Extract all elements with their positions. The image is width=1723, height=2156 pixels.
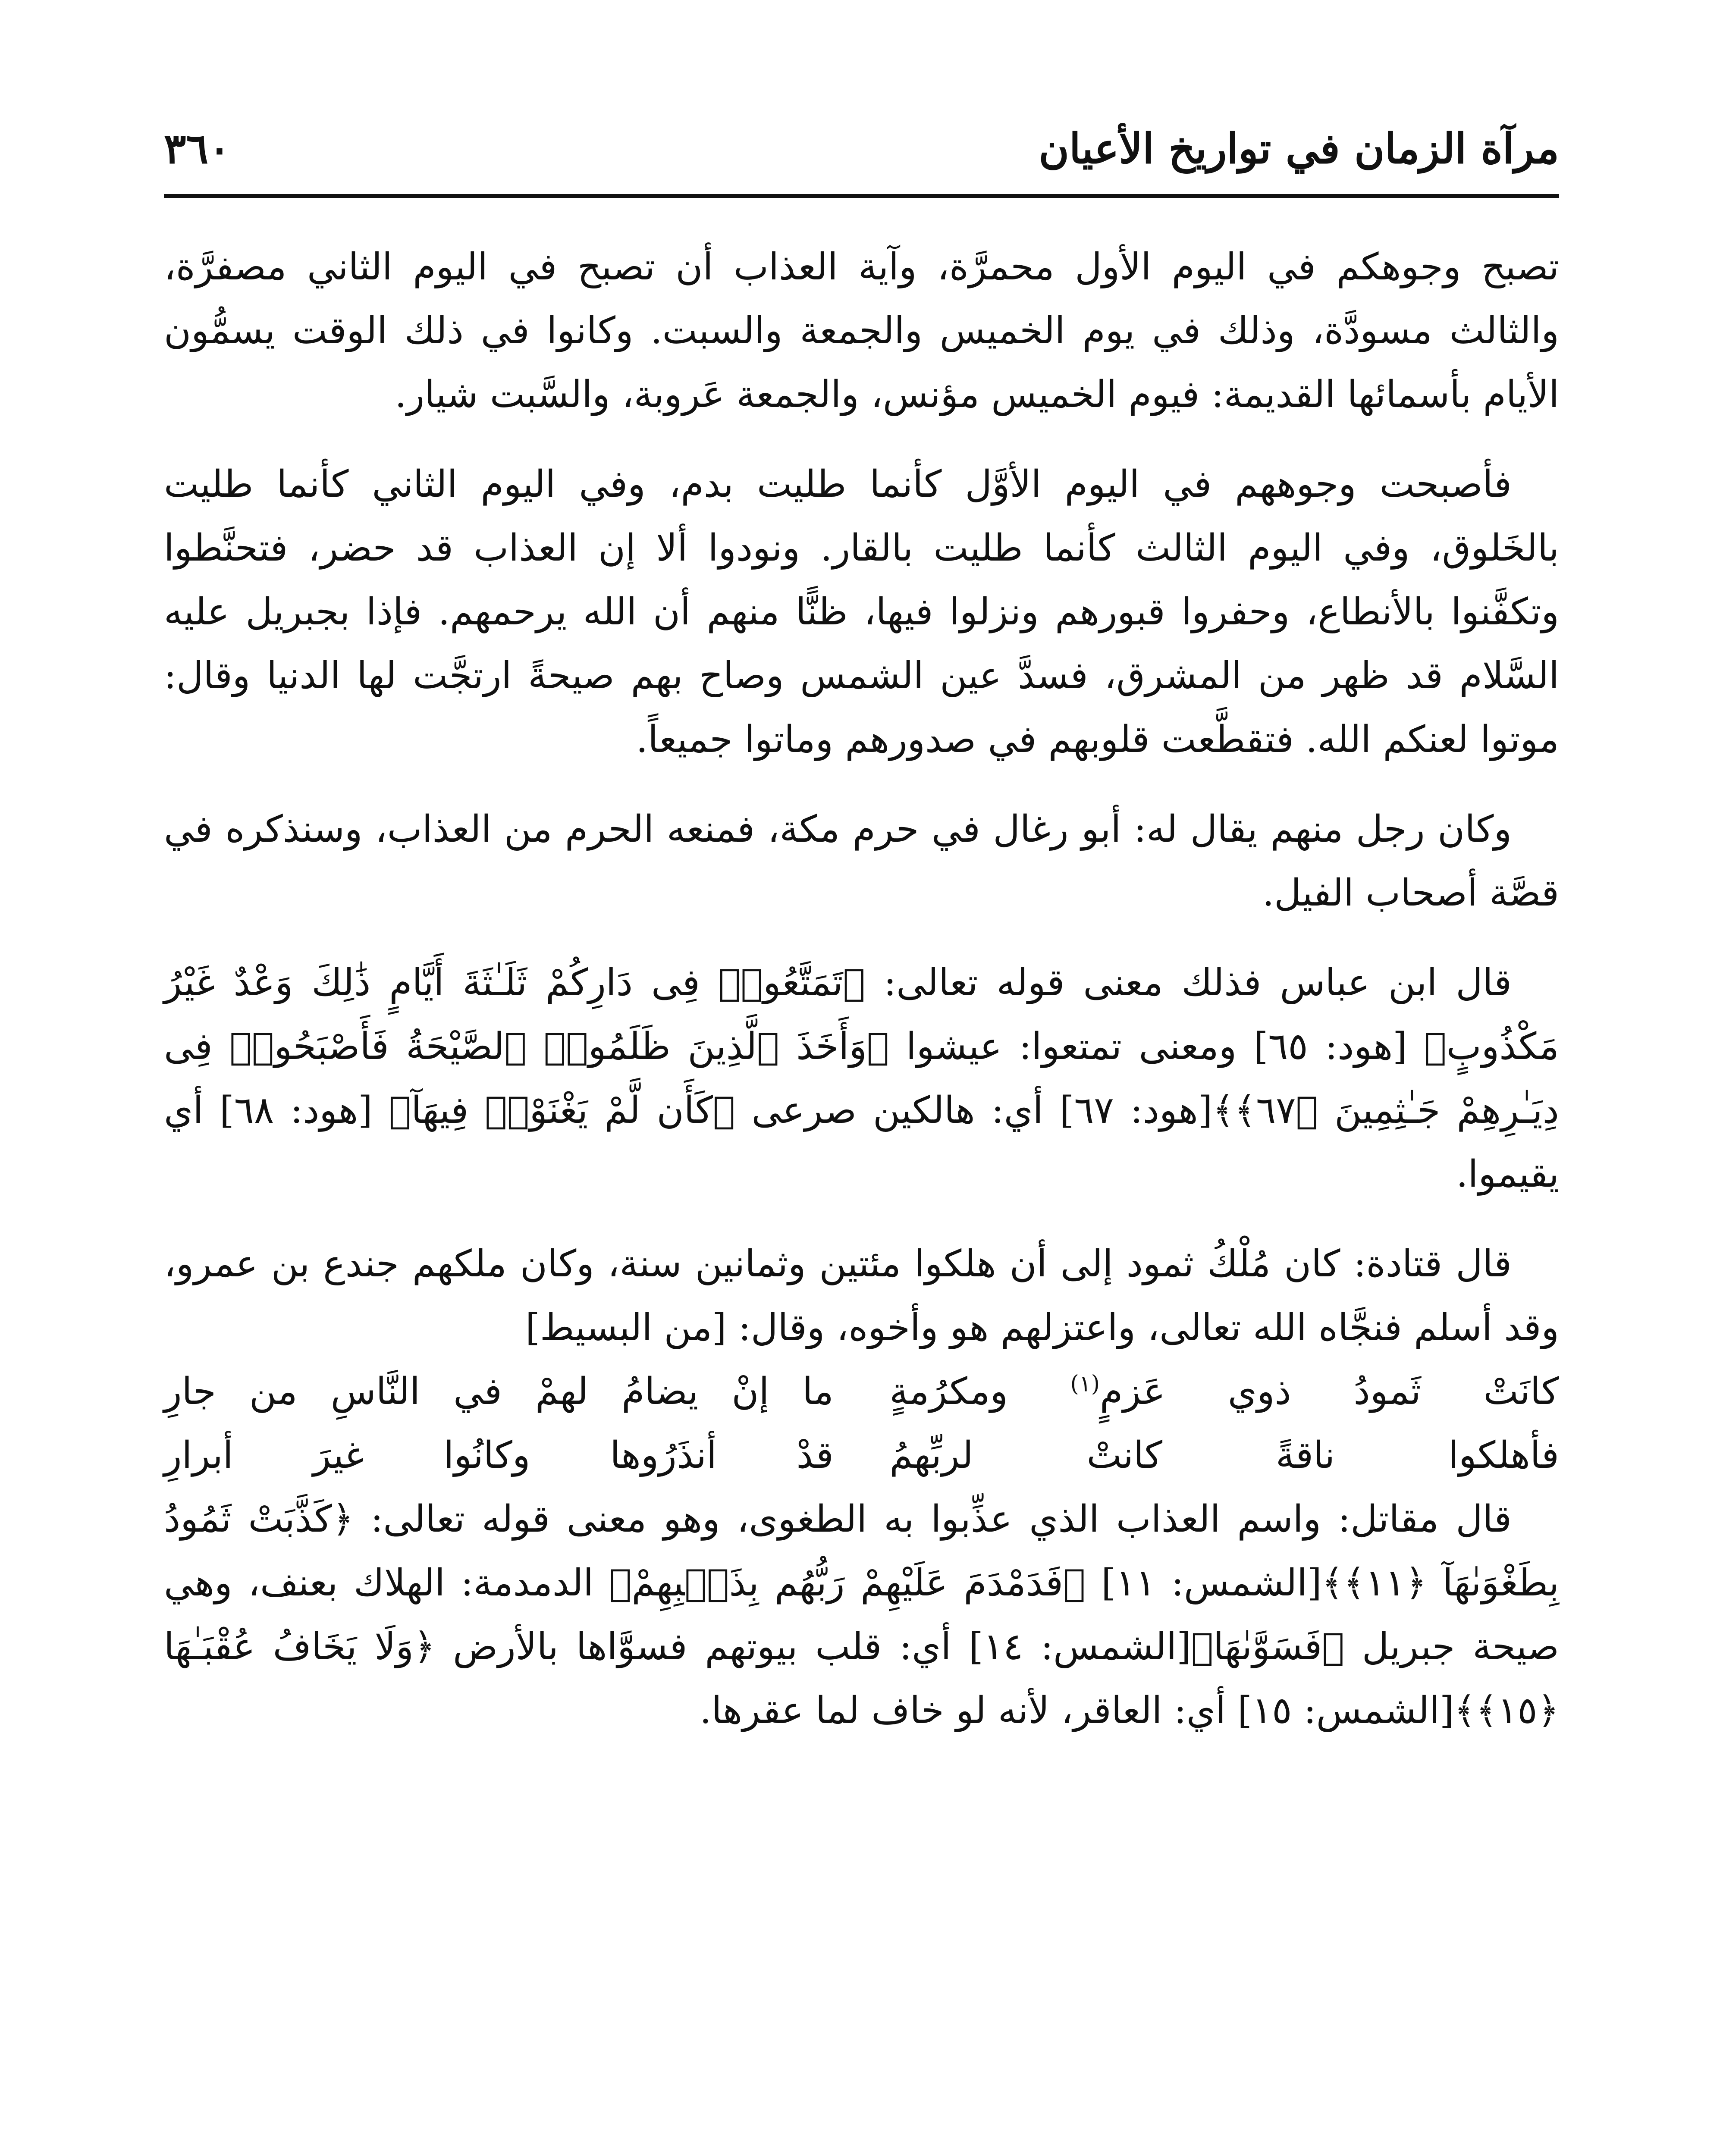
poem-verse <box>164 1360 1559 1487</box>
verse-hemistich-right <box>889 1360 1559 1423</box>
header-divider <box>164 194 1559 198</box>
verse-hemistich-right: فأهلكوا ناقةً كانتْ لربِّهمُ <box>889 1434 1559 1477</box>
verse-hemistich-left: ما إنْ يضامُ لهمْ في النَّاسِ من جارِ <box>164 1370 834 1413</box>
paragraph: فأصبحت وجوههم في اليوم الأوَّل كأنما طليت بدم، وفي اليوم الثاني كأنما طليت بالخَلوق، وفي اليوم الثالث كأنما طليت بالقار. ونودوا ألا إن العذاب قد حضر، فتحنَّطوا وتكفَّنوا بالأنطاع، وحفروا قبورهم ونزلوا فيها، ظنًّا منهم أن الله يرحمهم. فإذا بجبريل عليه السَّلام قد ظهر من المشرق، فسدَّ عين الشمس وصاح بهم صيحةً ارتجَّت لها الدنيا وقال: موتوا لعنكم الله. فتقطَّعت قلوبهم في صدورهم وماتوا جميعاً. <box>164 463 1559 761</box>
paragraph: قال قتادة: كان مُلْكُ ثمود إلى أن هلكوا مئتين وثمانين سنة، وكان ملكهم جندع بن عمرو، وقد أسلم فنجَّاه الله تعالى، واعتزلهم هو وأخوه، وقال: [من البسيط] <box>164 1242 1559 1349</box>
running-title: مرآة الزمان في تواريخ الأعيان <box>1039 124 1559 173</box>
main-text <box>164 235 1559 1768</box>
paragraph: تصبح وجوهكم في اليوم الأول محمرَّة، وآية العذاب أن تصبح في اليوم الثاني مصفرَّة، والثالث مسودَّة، وذلك في يوم الخميس والجمعة والسبت. وكانوا في ذلك الوقت يسمُّون الأيام بأسمائها القديمة: فيوم الخميس مؤنس، والجمعة عَروبة، والسَّبت شيار. <box>164 245 1559 416</box>
page-header <box>164 112 1559 185</box>
verse-line <box>164 1360 1559 1423</box>
verse-hemistich-left: قدْ أنذَرُوها وكانُوا غيرَ أبرارِ <box>164 1434 834 1477</box>
verse-line <box>164 1423 1559 1487</box>
footnote-marker: (١) <box>1070 1371 1100 1397</box>
paragraph: قال ابن عباس فذلك معنى قوله تعالى: ﴿تَمَتَّعُوا۟ فِى دَارِكُمْ ثَلَـٰثَةَ أَيَّامٍ ذَٰلِكَ وَعْدٌ غَيْرُ مَكْذُوبٍ﴾ [هود: ٦٥] ومعنى تمتعوا: عيشوا ﴿وَأَخَذَ ٱلَّذِينَ ظَلَمُوا۟ ٱلصَّيْحَةُ فَأَصْبَحُوا۟ فِى دِيَـٰرِهِمْ جَـٰثِمِينَ ﴿٦٧﴾﴾[هود: ٦٧] أي: هالكين صرعى ﴿كَأَن لَّمْ يَغْنَوْا۟ فِيهَآ﴾ [هود: ٦٨] أي يقيموا. <box>164 961 1559 1196</box>
paragraph: قال مقاتل: واسم العذاب الذي عذِّبوا به الطغوى، وهو معنى قوله تعالى: ﴿كَذَّبَتْ ثَمُودُ بِطَغْوَىٰهَآ ﴿١١﴾﴾[الشمس: ١١] ﴿فَدَمْدَمَ عَلَيْهِمْ رَبُّهُم بِذَنۢبِهِمْ﴾ الدمدمة: الهلاك بعنف، وهي صيحة جبريل ﴿فَسَوَّىٰهَا﴾[الشمس: ١٤] أي: قلب بيوتهم فسوَّاها بالأرض ﴿وَلَا يَخَافُ عُقْبَـٰهَا ﴿١٥﴾﴾[الشمس: ١٥] أي: العاقر، لأنه لو خاف لما عقرها. <box>164 1498 1560 1732</box>
hemistich-text: كانَتْ ثَمودُ ذوي عَزمٍ <box>1100 1370 1559 1413</box>
hemistich-text: ومكرُمةٍ <box>889 1370 1070 1413</box>
paragraph: وكان رجل منهم يقال له: أبو رغال في حرم مكة، فمنعه الحرم من العذاب، وسنذكره في قصَّة أصحاب الفيل. <box>164 808 1559 915</box>
page-number: ٣٦٠ <box>164 124 231 173</box>
